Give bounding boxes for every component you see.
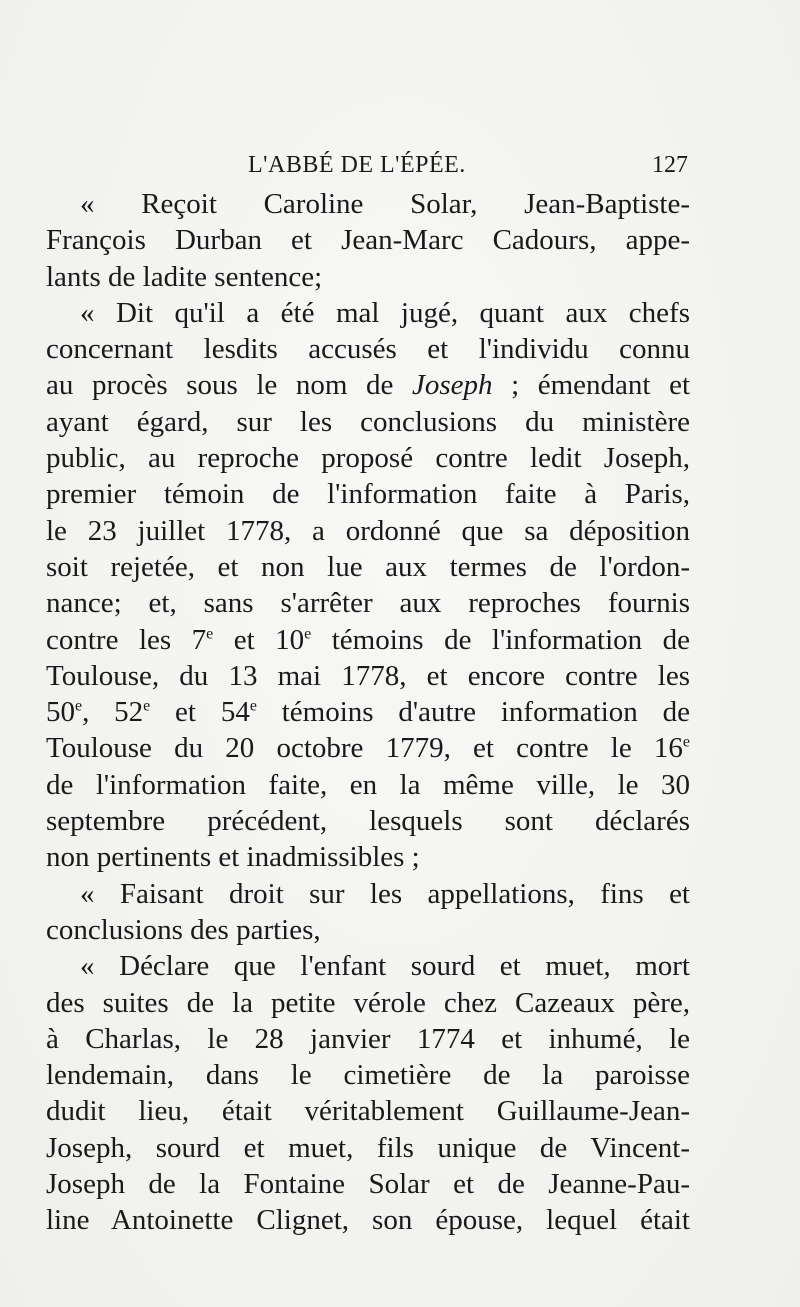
text-line: line Antoinette Clignet, son épouse, lequel était — [46, 1204, 690, 1237]
text-line: conclusions des parties, — [46, 913, 321, 946]
text-line: non pertinents et inadmissibles ; — [46, 841, 420, 874]
text-line: au procès sous le nom de Joseph ; émendant et — [46, 369, 690, 402]
text-line: nance; et, sans s'arrêter aux reproches fournis — [46, 587, 690, 620]
text-line: à Charlas, le 28 janvier 1774 et inhumé, le — [46, 1022, 690, 1055]
text-line: « Reçoit Caroline Solar, Jean-Baptiste- — [80, 188, 690, 220]
text-line: contre les 7e et 10e témoins de l'information de — [46, 623, 690, 656]
running-title: L'ABBÉ DE L'ÉPÉE. — [248, 152, 466, 178]
text-line: ayant égard, sur les conclusions du ministère — [46, 405, 690, 438]
text-line: public, au reproche proposé contre ledit Joseph, — [46, 442, 690, 475]
text-line: soit rejetée, et non lue aux termes de l'ordon- — [46, 550, 690, 583]
body-text — [46, 186, 690, 1276]
text-line: lants de ladite sentence; — [46, 260, 323, 293]
text-line: dudit lieu, était véritablement Guillaume-Jean- — [46, 1095, 690, 1128]
text-line: « Faisant droit sur les appellations, fins et — [80, 877, 690, 910]
text-line: concernant lesdits accusés et l'individu connu — [46, 333, 690, 366]
text-line: François Durban et Jean-Marc Cadours, appe- — [46, 224, 690, 257]
text-line: « Déclare que l'enfant sourd et muet, mort — [80, 950, 690, 983]
text-line: septembre précédent, lesquels sont déclarés — [46, 805, 690, 838]
italic-name: Joseph — [412, 369, 493, 402]
text-line: Toulouse du 20 octobre 1779, et contre le 16e — [46, 732, 690, 765]
page-header — [48, 148, 688, 182]
text-line: Toulouse, du 13 mai 1778, et encore contre les — [46, 659, 690, 692]
text-line: 50e, 52e et 54e témoins d'autre information de — [46, 696, 690, 729]
text-line: des suites de la petite vérole chez Cazeaux père, — [46, 986, 690, 1019]
text-line: « Dit qu'il a été mal jugé, quant aux chefs — [80, 296, 690, 329]
text-line: Joseph, sourd et muet, fils unique de Vincent- — [46, 1131, 690, 1164]
page-number: 127 — [652, 152, 688, 178]
text-line: de l'information faite, en la même ville, le 30 — [46, 768, 690, 801]
text-line: lendemain, dans le cimetière de la paroisse — [46, 1059, 690, 1092]
text-line: Joseph de la Fontaine Solar et de Jeanne-Pau- — [46, 1168, 690, 1201]
text-line: premier témoin de l'information faite à Paris, — [46, 478, 690, 511]
text-line: le 23 juillet 1778, a ordonné que sa déposition — [46, 514, 690, 547]
